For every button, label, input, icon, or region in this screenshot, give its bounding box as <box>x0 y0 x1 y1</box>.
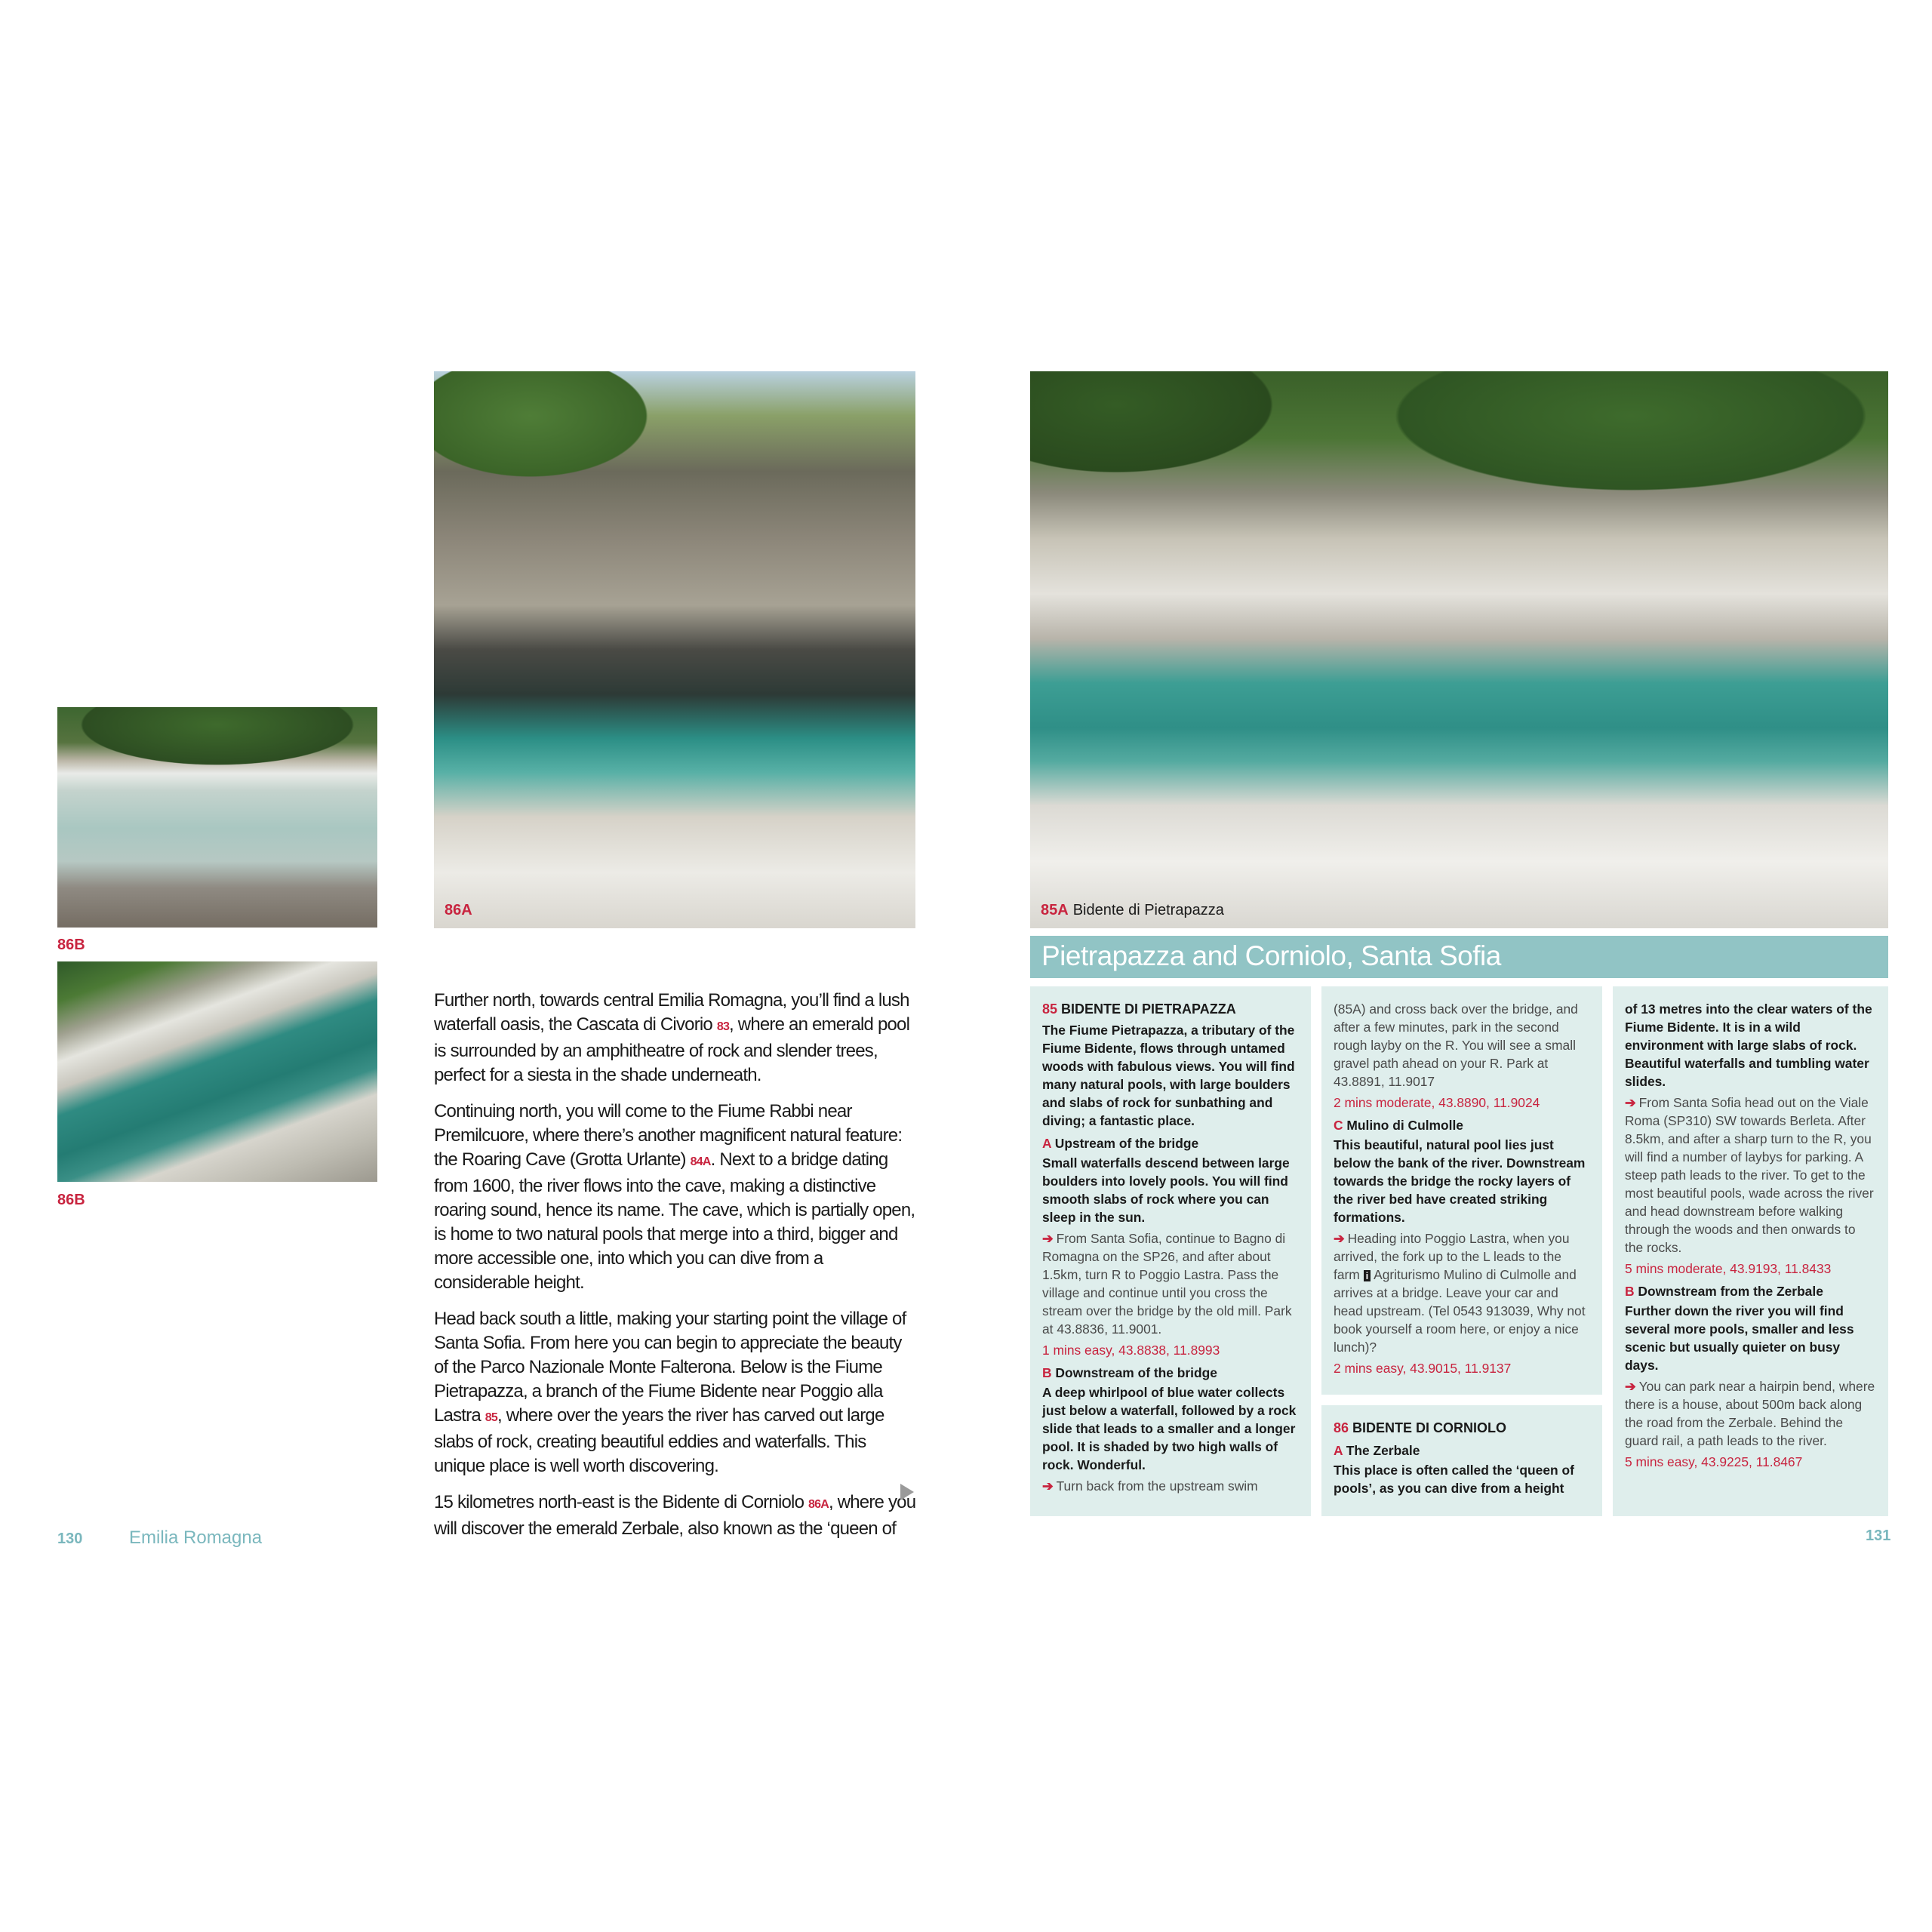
ref-83: 83 <box>716 1020 730 1033</box>
photo-85a-pietrapazza <box>1030 371 1888 928</box>
photo-86b-rock-pool <box>57 961 377 1182</box>
right-arrow-icon: ➔ <box>1334 1231 1345 1246</box>
site-number: 85 <box>1042 1001 1058 1017</box>
directions <box>1334 1229 1590 1356</box>
info-column-2-bottom <box>1321 1405 1602 1516</box>
spot-title: Mulino di Culmolle <box>1346 1118 1463 1133</box>
spot-heading-a <box>1334 1441 1590 1460</box>
body-text <box>434 989 917 1553</box>
coordinates: 2 mins moderate, 43.8890, 11.9024 <box>1334 1095 1540 1110</box>
text: 15 kilometres north-east is the Bidente di Corniolo <box>434 1492 809 1512</box>
photo-86b-waterfall-pool <box>57 707 377 928</box>
spot-description-continued: of 13 metres into the clear waters of the Fiume Bidente. It is in a wild environment with large slabs of rock. Beautiful waterfalls and tumbling water slides. <box>1625 1001 1872 1089</box>
coordinates: 1 mins easy, 43.8838, 11.8993 <box>1042 1343 1220 1358</box>
ref-84a: 84A <box>690 1155 711 1168</box>
coordinates: 5 mins moderate, 43.9193, 11.8433 <box>1625 1261 1832 1276</box>
spot-heading-b <box>1625 1282 1876 1300</box>
spot-description: Small waterfalls descend between large boulders into lovely pools. You will find smooth slabs of rock where you can sleep in the sun. <box>1042 1155 1290 1225</box>
spot-heading-a <box>1042 1134 1299 1152</box>
spot-title: The Zerbale <box>1346 1443 1420 1458</box>
spot-description: This beautiful, natural pool lies just below the bank of the river. Downstream towards the bridge the rocky layers of the river bed have created striking formations. <box>1334 1137 1586 1225</box>
site-heading-86 <box>1334 1419 1590 1437</box>
spot-letter: A <box>1042 1136 1051 1151</box>
spot-title: Downstream of the bridge <box>1055 1365 1217 1380</box>
directions-continued: (85A) and cross back over the bridge, and after a few minutes, park in the second rough layby on the R. You will see a small gravel path ahead on your R. Park at 43.8891, 11.9017 <box>1334 1001 1578 1089</box>
photo-label-86b-bottom: 86B <box>57 1192 85 1208</box>
spot-description: This place is often called the ‘queen of pools’, as you can dive from a height <box>1334 1463 1574 1496</box>
spot-letter: B <box>1042 1365 1052 1380</box>
info-column-1 <box>1030 986 1311 1516</box>
site-heading-85 <box>1042 1000 1299 1018</box>
right-arrow-icon: ➔ <box>1625 1379 1636 1394</box>
text: Head back south a little, making your starting point the village of Santa Sofia. From here you can begin to appreciate the beauty of the Parco Nazionale Monte Falterona. Below is the Fiume Pietrapazza, a branch of the Fiume Bidente near Poggio alla Lastra <box>434 1309 906 1426</box>
paragraph-1 <box>434 989 917 1088</box>
text: . Next to a bridge dating from 1600, the river flows into the cave, making a distinctive roaring sound, hence its name. The cave, which is partially open, is home to two natural pools that merge into a third, bigger and more accessible one, into which you can dive from a considerable height. <box>434 1149 915 1293</box>
caption-code: 85A <box>1041 902 1069 918</box>
ref-85: 85 <box>485 1411 497 1424</box>
spot-letter: B <box>1625 1284 1635 1299</box>
section-title: Emilia Romagna <box>129 1527 263 1548</box>
directions <box>1625 1094 1876 1257</box>
coordinates: 5 mins easy, 43.9225, 11.8467 <box>1625 1454 1803 1469</box>
spot-heading-c <box>1334 1116 1590 1134</box>
right-arrow-icon: ➔ <box>1042 1478 1054 1494</box>
spot-letter: C <box>1334 1118 1343 1133</box>
site-title: BIDENTE DI PIETRAPAZZA <box>1061 1001 1236 1017</box>
paragraph-2 <box>434 1100 917 1295</box>
directions-text: From Santa Sofia, continue to Bagno di Romagna on the SP26, and after about 1.5km, turn R to Poggio Lastra. Pass the village and continue until you cross the stream over the bridge by the old mill. Park at 43.8836, 11.9001. <box>1042 1231 1292 1337</box>
text: Further north, towards central Emilia Romagna, you’ll find a lush waterfall oasis, the Cascata di Civorio <box>434 990 909 1035</box>
info-column-3 <box>1613 986 1888 1516</box>
page-heading: Pietrapazza and Corniolo, Santa Sofia <box>1041 940 1501 971</box>
right-arrow-icon: ➔ <box>1625 1095 1636 1110</box>
spot-description: A deep whirlpool of blue water collects just below a waterfall, followed by a rock slide that leads to a smaller and a longer pool. It is shaded by two high walls of rock. Wonderful. <box>1042 1385 1297 1472</box>
photo-86a-grotta <box>434 371 915 928</box>
caption-text: Bidente di Pietrapazza <box>1072 902 1224 918</box>
directions-text: Heading into Poggio Lastra, when you arrived, the fork up to the L leads to the farm <box>1334 1231 1570 1282</box>
directions-text: From Santa Sofia head out on the Viale Roma (SP310) SW towards Berleta. After 8.5km, and after a sharp turn to the R, you will find a number of laybys for parking. A steep path leads to the river. To get to the most beautiful pools, wade across the river and head downstream before walking through the woods and then onwards to the rocks. <box>1625 1095 1874 1255</box>
text: , where over the years the river has carved out large slabs of rock, creating beautiful eddies and waterfalls. This unique place is well worth discovering. <box>434 1405 884 1476</box>
spot-heading-b <box>1042 1364 1299 1382</box>
directions <box>1042 1229 1299 1338</box>
directions-text: Agriturismo Mulino di Culmolle and arrives at a bridge. Leave your car and head upstream. (Tel 0543 913039, Why not book yourself a room here, or enjoy a nice lunch)? <box>1334 1267 1586 1355</box>
info-column-2 <box>1321 986 1602 1395</box>
right-arrow-icon: ➔ <box>1042 1231 1054 1246</box>
site-title: BIDENTE DI CORNIOLO <box>1352 1420 1507 1435</box>
heading-band <box>1030 936 1888 978</box>
text: Continuing north, you will come to the Fiume Rabbi near Premilcuore, where there’s another magnificent natural feature: the Roaring Cave (Grotta Urlante) <box>434 1101 903 1170</box>
page-number-left: 130 <box>57 1531 83 1547</box>
ref-86a: 86A <box>808 1498 829 1511</box>
site-intro: The Fiume Pietrapazza, a tributary of the Fiume Bidente, flows through untamed woods with fabulous views. You will find many natural pools, with large boulders and slabs of rock for sunbathing and diving; a fantastic place. <box>1042 1023 1295 1128</box>
paragraph-4 <box>434 1491 917 1541</box>
coordinates: 2 mins easy, 43.9015, 11.9137 <box>1334 1361 1512 1376</box>
spot-letter: A <box>1334 1443 1343 1458</box>
text: , where you will discover the emerald Zerbale, also known as the ‘queen of <box>434 1492 916 1539</box>
site-number: 86 <box>1334 1420 1349 1435</box>
photo-label-86a: 86A <box>445 902 472 918</box>
paragraph-3 <box>434 1307 917 1478</box>
photo-caption-85a <box>1041 902 1224 919</box>
directions-text: You can park near a hairpin bend, where there is a house, about 500m back along the road from the Zerbale. Behind the guard rail, a path leads to the river. <box>1625 1379 1875 1448</box>
directions <box>1042 1477 1299 1495</box>
directions-text: Turn back from the upstream swim <box>1056 1478 1258 1494</box>
spot-title: Upstream of the bridge <box>1054 1136 1199 1151</box>
info-icon: i <box>1364 1270 1371 1281</box>
page-number-right: 131 <box>1866 1527 1891 1544</box>
photo-label-86b-top: 86B <box>57 937 85 953</box>
directions <box>1625 1377 1876 1450</box>
text: , where an emerald pool is surrounded by an amphitheatre of rock and slender trees, perfect for a siesta in the shade underneath. <box>434 1014 910 1085</box>
spot-description: Further down the river you will find several more pools, smaller and less scenic but usually quieter on busy days. <box>1625 1303 1854 1373</box>
next-page-triangle-icon <box>900 1484 914 1500</box>
spot-title: Downstream from the Zerbale <box>1638 1284 1823 1299</box>
